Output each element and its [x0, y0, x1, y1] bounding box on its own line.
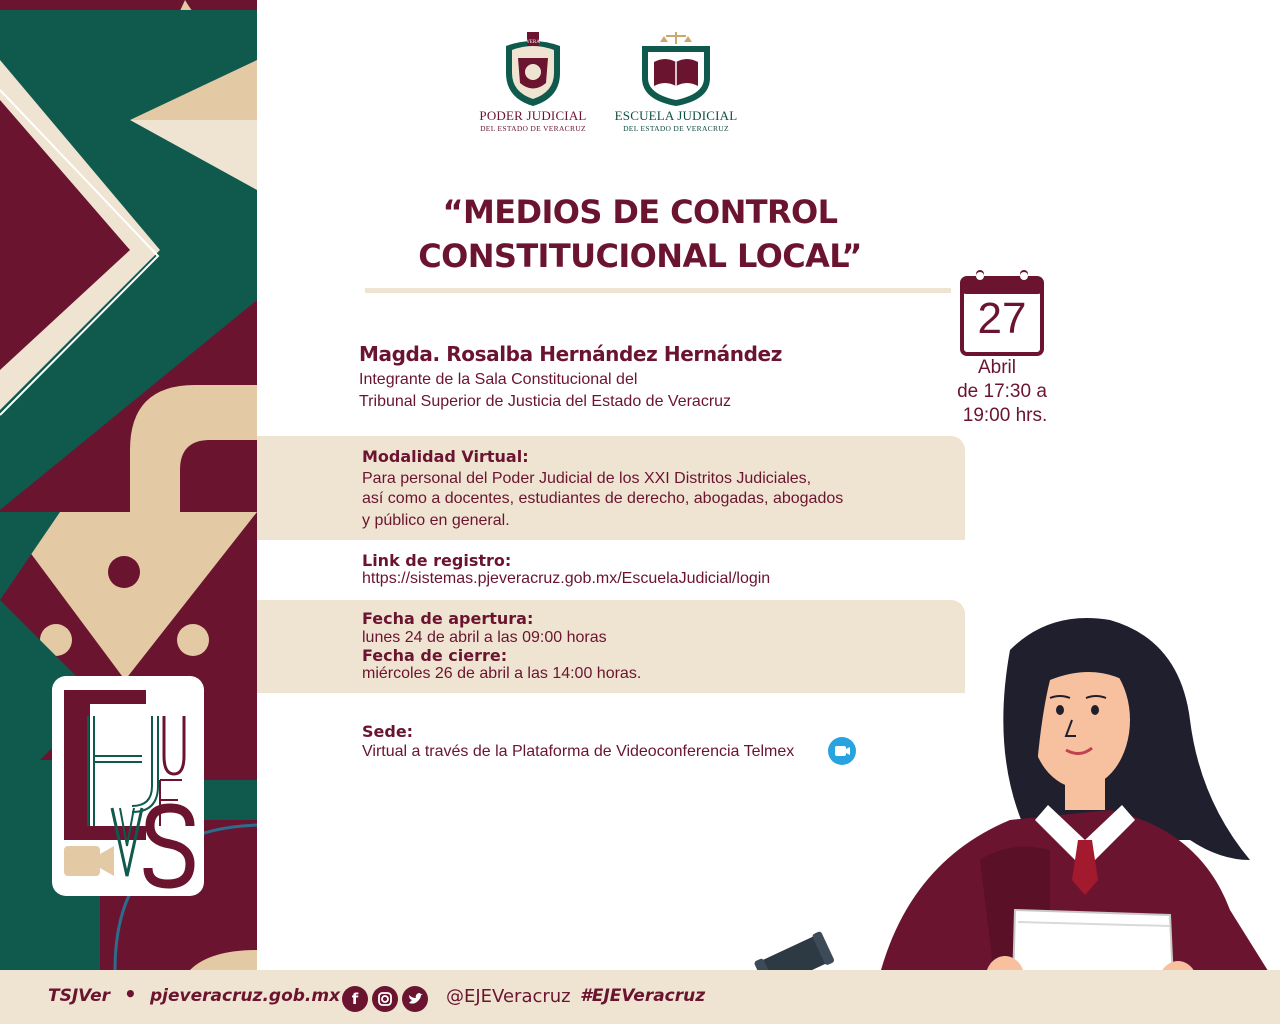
footer-website[interactable]: pjeveracruz.gob.mx — [150, 986, 341, 1006]
venue-heading: Sede: — [362, 722, 414, 741]
escuela-judicial-subtitle: DEL ESTADO DE VERACRUZ — [623, 124, 729, 133]
escuela-judicial-title: ESCUELA JUDICIAL — [614, 108, 738, 123]
event-title — [360, 190, 920, 278]
videoconferencias-badge — [52, 676, 204, 896]
poder-judicial-seal-icon — [498, 28, 568, 108]
closing-date: miércoles 26 de abril a las 14:00 horas. — [362, 665, 642, 682]
title-divider — [365, 288, 951, 293]
footer-handle[interactable]: @EJEVeracruz — [446, 986, 571, 1007]
registration-link[interactable]: https://sistemas.pjeveracruz.gob.mx/EscuelaJudicial/login — [362, 570, 771, 587]
event-time-line: 19:00 hrs. — [962, 405, 1048, 426]
footer-hashtag[interactable]: #EJEVeracruz — [580, 986, 706, 1006]
venue-text: Virtual a través de la Plataforma de Videoconferencia Telmex — [362, 743, 795, 760]
twitter-icon[interactable] — [402, 986, 428, 1012]
modality-line: Para personal del Poder Judicial de los XXI Distritos Judiciales, — [362, 470, 812, 487]
event-title-line-2: CONSTITUCIONAL LOCAL” — [418, 237, 862, 275]
seal-text: VERA — [526, 40, 540, 45]
opening-heading: Fecha de apertura: — [362, 609, 534, 628]
speaker-role-line: Tribunal Superior de Justicia del Estado de Veracruz — [359, 393, 732, 410]
escuela-judicial-seal-icon — [638, 28, 714, 108]
instagram-icon[interactable] — [372, 986, 398, 1012]
footer-separator: • — [124, 982, 137, 1006]
speaker-role-line: Integrante de la Sala Constitucional del — [359, 371, 638, 388]
twitter-glyph — [402, 986, 428, 1012]
modality-line: así como a docentes, estudiantes de derecho, abogadas, abogados — [362, 490, 844, 507]
event-title-line-1: “MEDIOS DE CONTROL — [442, 193, 838, 231]
poder-judicial-title: PODER JUDICIAL — [479, 108, 587, 123]
judge-figure — [750, 610, 1280, 1024]
registration-heading: Link de registro: — [362, 551, 512, 570]
opening-date: lunes 24 de abril a las 09:00 horas — [362, 629, 607, 646]
closing-heading: Fecha de cierre: — [362, 646, 508, 665]
modality-line: y público en general. — [362, 512, 510, 529]
event-time-line: de 17:30 a — [957, 381, 1047, 402]
calendar-icon — [960, 268, 1044, 356]
footer-tsj: TSJVer — [48, 986, 110, 1006]
modality-heading: Modalidad Virtual: — [362, 447, 529, 466]
judge-illustration — [750, 610, 1280, 1024]
calendar-day: 27 — [977, 294, 1027, 343]
instagram-glyph — [372, 986, 398, 1012]
speaker-name: Magda. Rosalba Hernández Hernández — [359, 342, 782, 366]
poder-judicial-logo — [474, 28, 592, 133]
facebook-icon[interactable]: f — [342, 986, 368, 1012]
videoconferencias-vertical-label: VIDEOCONFERENCIAS — [66, 692, 76, 797]
decorative-side-panel — [0, 0, 257, 970]
event-month: Abril — [977, 357, 1016, 378]
poder-judicial-subtitle: DEL ESTADO DE VERACRUZ — [480, 124, 586, 133]
escuela-judicial-logo — [606, 28, 746, 133]
